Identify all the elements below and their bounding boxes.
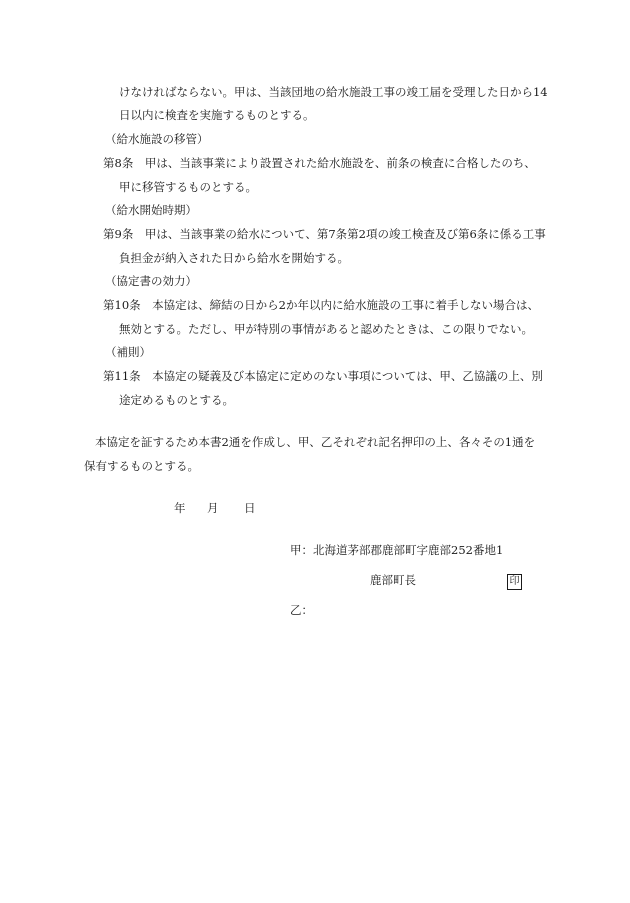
article-line: 第8条 甲は、当該事業により設置された給水施設を、前条の検査に合格したのち、 — [103, 156, 536, 170]
closing-paragraph-line: 保有するものとする。 — [84, 459, 199, 473]
party-b-label: 乙： — [290, 603, 313, 617]
date-year: 年 — [174, 501, 186, 515]
text-line: 甲に移管するものとする。 — [119, 180, 257, 194]
seal-mark — [507, 572, 522, 590]
date-day: 日 — [244, 501, 256, 515]
closing-paragraph-line: 本協定を証するため本書2通を作成し、甲、乙それぞれ記名押印の上、各々その1通を — [95, 435, 536, 449]
section-heading: （給水開始時期） — [105, 203, 197, 217]
seal-box: 印 — [507, 574, 522, 590]
article-line: 第11条 本協定の疑義及び本協定に定めのない事項については、甲、乙協議の上、別 — [103, 369, 543, 383]
party-a-title: 鹿部町長 — [370, 573, 416, 587]
section-heading: （協定書の効力） — [105, 274, 197, 288]
date-month: 月 — [207, 501, 219, 515]
section-heading: （給水施設の移管） — [105, 132, 209, 146]
text-line: けなければならない。甲は、当該団地の給水施設工事の竣工届を受理した日から14 — [119, 85, 548, 99]
text-line: 途定めるものとする。 — [119, 393, 234, 407]
section-heading: （補則） — [105, 345, 151, 359]
article-line: 第10条 本協定は、締結の日から2か年以内に給水施設の工事に着手しない場合は、 — [103, 298, 539, 312]
text-line: 無効とする。ただし、甲が特別の事情があると認めたときは、この限りでない。 — [119, 322, 533, 336]
article-line: 第9条 甲は、当該事業の給水について、第7条第2項の竣工検査及び第6条に係る工事 — [103, 227, 546, 241]
text-line: 負担金が納入された日から給水を開始する。 — [119, 251, 349, 265]
text-line: 日以内に検査を実施するものとする。 — [119, 108, 315, 122]
party-a-address: 甲：北海道茅部郡鹿部町字鹿部252番地1 — [290, 543, 504, 557]
